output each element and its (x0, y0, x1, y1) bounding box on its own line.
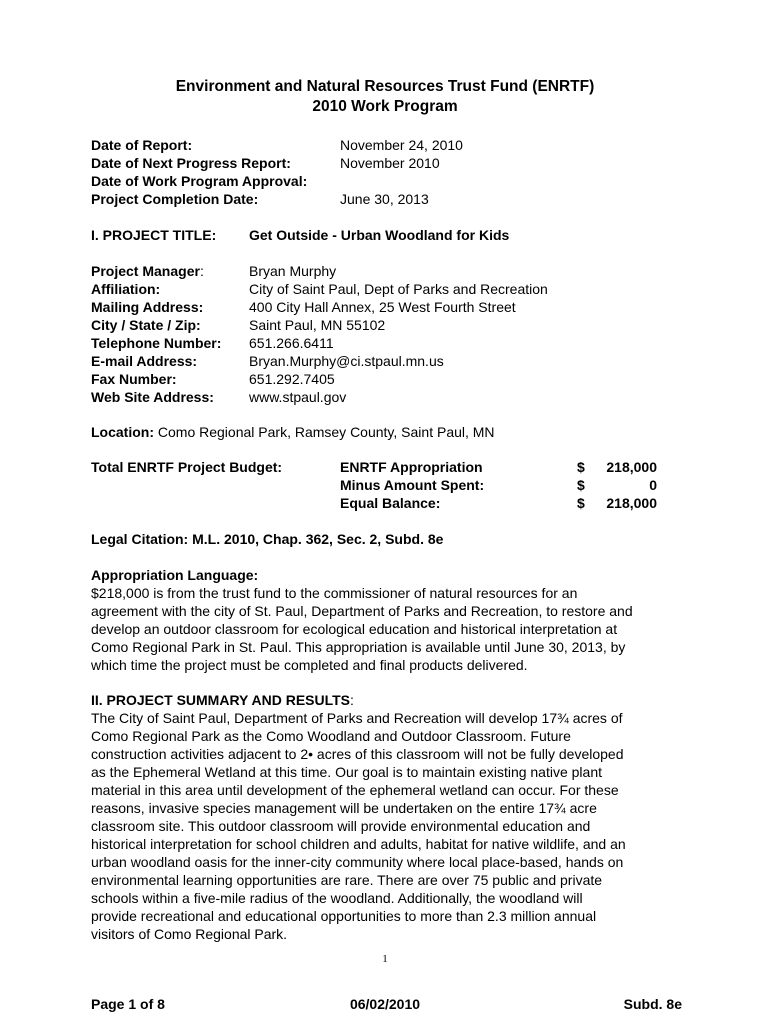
appropriation-line: $218,000 is from the trust fund to the commissioner of natural resources for an (91, 585, 578, 601)
email-label: E-mail Address: (91, 353, 198, 369)
summary-line: construction activities adjacent to 2• acres of this classroom will not be fully developed (91, 746, 624, 762)
budget-label: Total ENRTF Project Budget: (91, 459, 283, 475)
budget-balance-currency: $ (577, 495, 585, 511)
project-manager-label-colon: : (199, 263, 204, 279)
website-value: www.stpaul.gov (249, 389, 347, 405)
appropriation-line: Como Regional Park in St. Paul. This appropriation is available until June 30, 2013, by (91, 639, 626, 655)
appropriation-line: agreement with the city of St. Paul, Department of Parks and Recreation, to restore and (91, 603, 633, 619)
city-state-zip-value: Saint Paul, MN 55102 (249, 317, 386, 333)
summary-line: urban woodland oasis for the inner-city community where local place-based, hands on (91, 854, 624, 870)
appropriation-paragraph (91, 584, 681, 674)
budget-appropriation-currency: $ (577, 459, 585, 475)
budget-balance-amount: 218,000 (606, 495, 657, 511)
appropriation-heading: Appropriation Language: (91, 567, 259, 583)
project-title-value: Get Outside - Urban Woodland for Kids (249, 227, 510, 243)
budget-spent-label: Minus Amount Spent: (340, 477, 485, 493)
summary-line: environmental learning opportunities are rare. There are over 75 public and private (91, 872, 603, 888)
project-completion-label: Project Completion Date: (91, 191, 259, 207)
telephone-value: 651.266.6411 (249, 335, 334, 351)
summary-line: visitors of Como Regional Park. (91, 926, 288, 942)
project-manager-value: Bryan Murphy (249, 263, 337, 279)
budget-spent-amount: 0 (649, 477, 657, 493)
legal-citation: Legal Citation: M.L. 2010, Chap. 362, Sec. 2, Subd. 8e (91, 531, 444, 547)
summary-paragraph (91, 709, 681, 943)
date-of-report-label: Date of Report: (91, 137, 193, 153)
project-manager-label: Project Manager (91, 263, 200, 279)
date-of-report-value: November 24, 2010 (340, 137, 463, 153)
budget-appropriation-label: ENRTF Appropriation (340, 459, 483, 475)
next-progress-report-value: November 2010 (340, 155, 440, 171)
summary-line: schools within a five-mile radius of the woodland. Additionally, the woodland will (91, 890, 583, 906)
appropriation-line: which time the project must be completed and final products delivered. (91, 657, 528, 673)
page-number: 1 (382, 953, 388, 965)
summary-heading: II. PROJECT SUMMARY AND RESULTS (91, 692, 351, 708)
affiliation-value: City of Saint Paul, Dept of Parks and Recreation (249, 281, 548, 297)
location-label: Location: (91, 424, 154, 440)
project-title-label: I. PROJECT TITLE: (91, 227, 217, 243)
budget-spent-currency: $ (577, 477, 585, 493)
location-row (91, 423, 495, 441)
summary-line: Como Regional Park as the Como Woodland and Outdoor Classroom. Future (91, 728, 571, 744)
footer-page-count: Page 1 of 8 (91, 996, 165, 1012)
project-manager-row (91, 262, 204, 280)
work-program-approval-label: Date of Work Program Approval: (91, 173, 308, 189)
footer-subdivision: Subd. 8e (623, 996, 682, 1012)
fax-label: Fax Number: (91, 371, 177, 387)
budget-appropriation-amount: 218,000 (606, 459, 657, 475)
next-progress-report-label: Date of Next Progress Report: (91, 155, 291, 171)
mailing-address-value: 400 City Hall Annex, 25 West Fourth Street (249, 299, 516, 315)
city-state-zip-label: City / State / Zip: (91, 317, 201, 333)
document-title-line2: 2010 Work Program (312, 98, 458, 115)
telephone-label: Telephone Number: (91, 335, 222, 351)
summary-line: reasons, invasive species management will be undertaken on the entire 17¾ acre (91, 800, 597, 816)
email-value: Bryan.Murphy@ci.stpaul.mn.us (249, 353, 444, 369)
location-value: Como Regional Park, Ramsey County, Saint Paul, MN (157, 424, 495, 440)
budget-balance-label: Equal Balance: (340, 495, 441, 511)
document-title-line1: Environment and Natural Resources Trust Fund (ENRTF) (175, 78, 595, 95)
mailing-address-label: Mailing Address: (91, 299, 204, 315)
fax-value: 651.292.7405 (249, 371, 335, 387)
affiliation-label: Affiliation: (91, 281, 161, 297)
summary-line: classroom site. This outdoor classroom will provide environmental education and (91, 818, 591, 834)
appropriation-line: develop an outdoor classroom for ecological education and historical interpretation at (91, 621, 618, 637)
summary-line: historical interpretation for school children and adults, habitat for native wildlife, and an (91, 836, 626, 852)
website-label: Web Site Address: (91, 389, 214, 405)
summary-heading-colon: : (350, 692, 354, 708)
summary-line: material in this area until development of the ephemeral wetland can occur. For these (91, 782, 619, 798)
footer-date: 06/02/2010 (349, 996, 421, 1012)
summary-heading-row (91, 691, 354, 709)
summary-line: as the Ephemeral Wetland at this time. Our goal is to maintain existing native plant (91, 764, 603, 780)
summary-line: provide recreational and educational opportunities to more than 2.3 million annual (91, 908, 597, 924)
summary-line: The City of Saint Paul, Department of Parks and Recreation will develop 17¾ acres of (91, 710, 623, 726)
project-completion-value: June 30, 2013 (340, 191, 429, 207)
